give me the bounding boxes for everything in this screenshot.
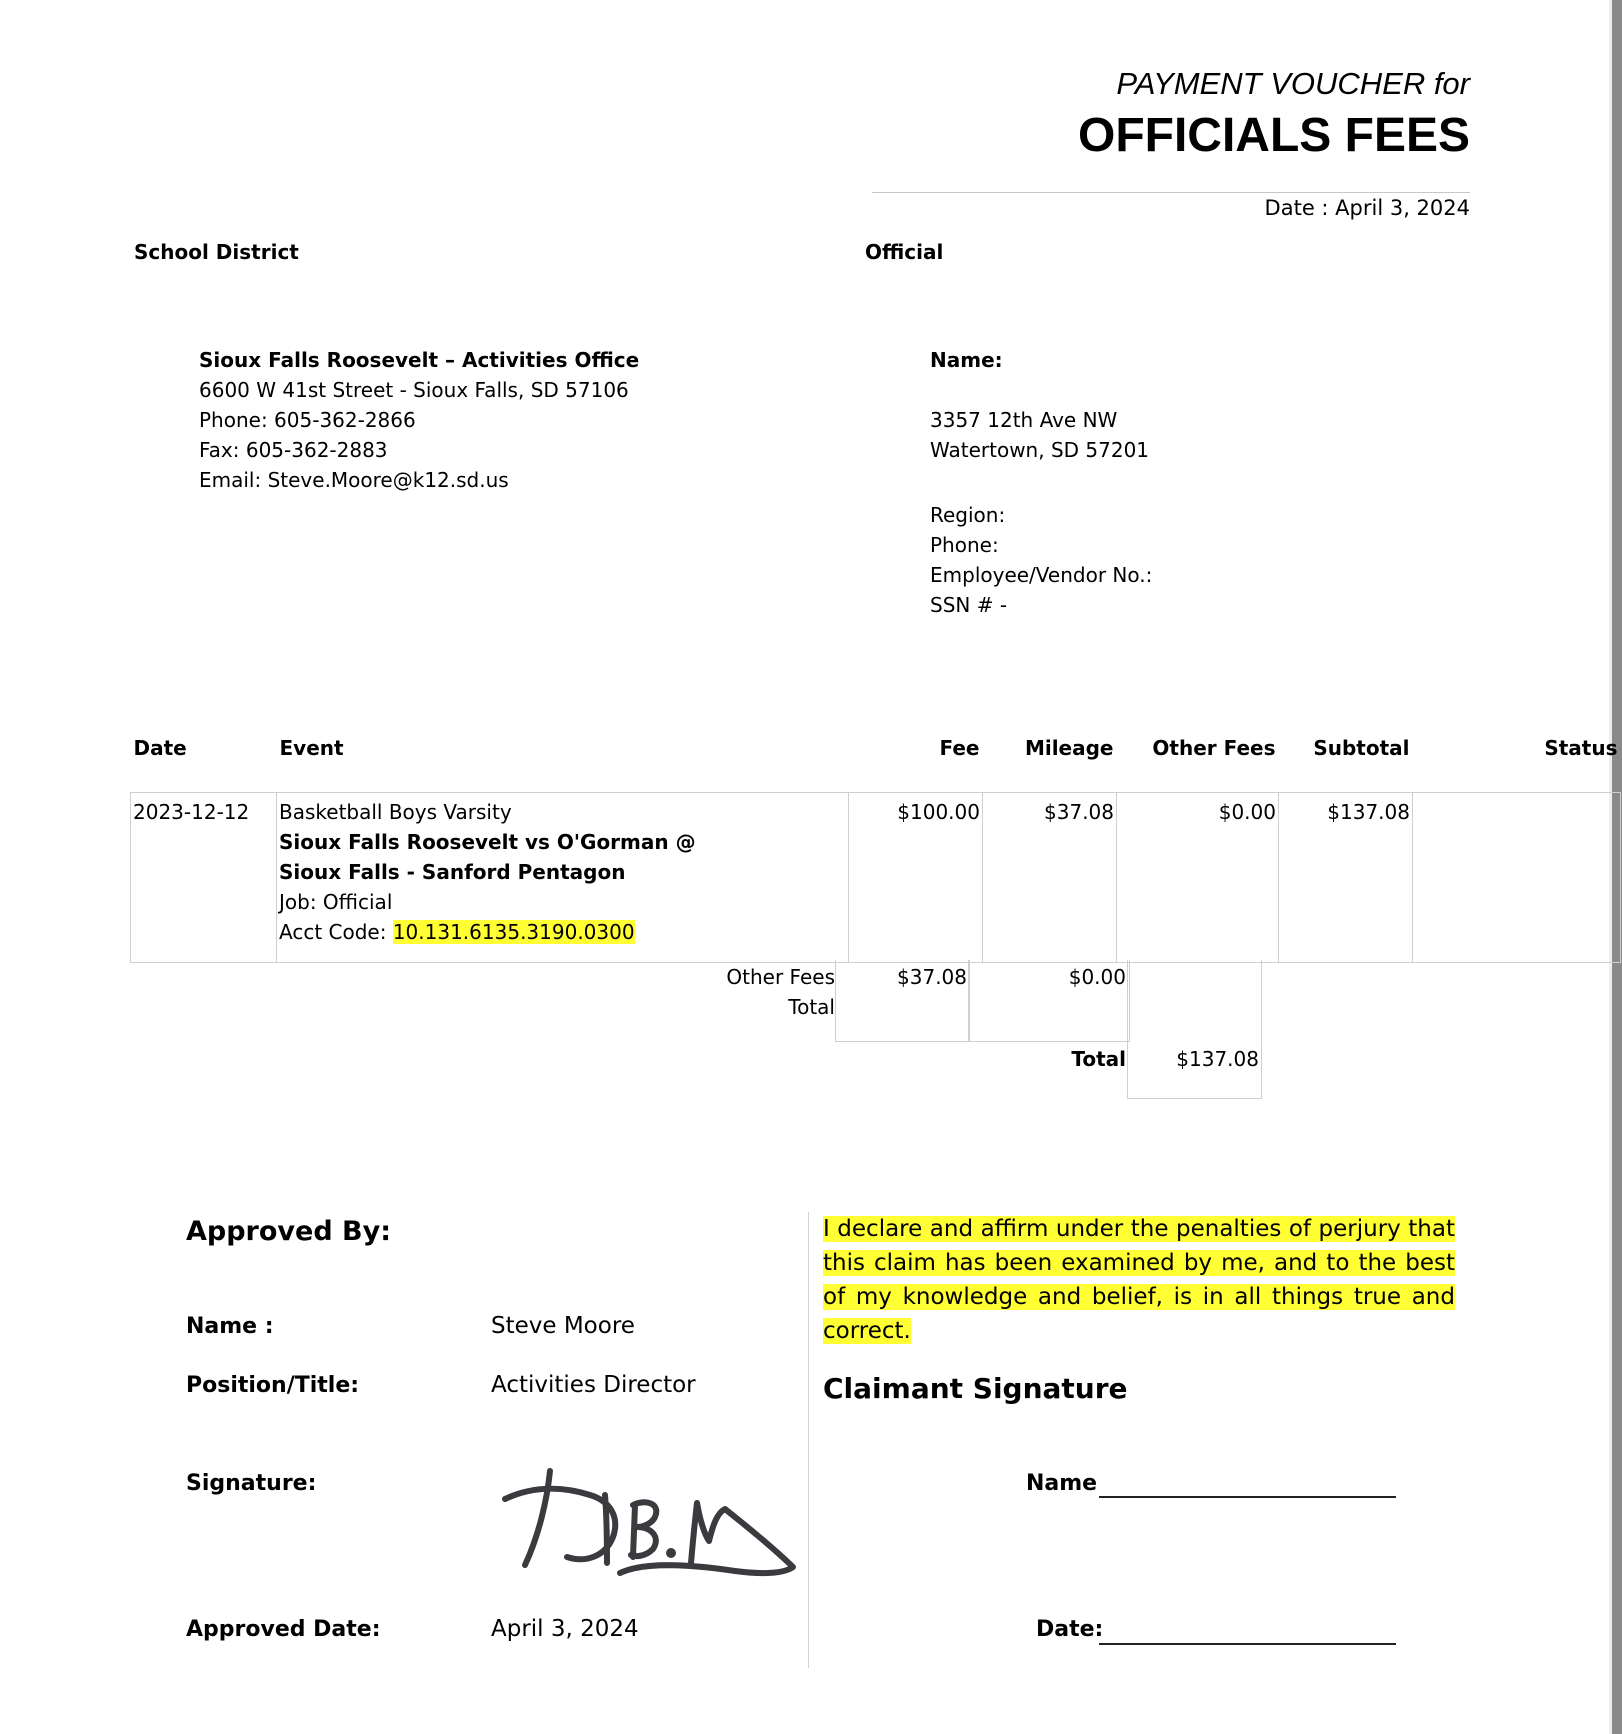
school-district-label: School District	[134, 240, 299, 264]
claimant-date-line[interactable]	[1099, 1643, 1396, 1645]
approver-position-value: Activities Director	[491, 1372, 696, 1398]
approver-name-label: Name :	[186, 1314, 274, 1339]
approved-date-value: April 3, 2024	[491, 1616, 639, 1642]
district-email: Email: Steve.Moore@k12.sd.us	[199, 468, 509, 492]
official-phone: Phone:	[930, 533, 999, 557]
perjury-declaration-text: I declare and affirm under the penalties of perjury that this claim has been examined by me, and to the best of my knowledge and belief, is in all things true and correct.	[823, 1216, 1455, 1344]
col-header-subtotal: Subtotal	[1313, 736, 1410, 760]
row-event	[277, 793, 849, 963]
approver-signature-image	[495, 1465, 805, 1595]
acct-code-label: Acct Code:	[279, 920, 393, 944]
title-divider	[872, 192, 1470, 193]
grand-total-value: $137.08	[1176, 1047, 1259, 1071]
other-fees-total-label	[726, 962, 835, 1022]
table-header-row	[131, 736, 1621, 793]
col-header-other-fees: Other Fees	[1152, 736, 1276, 760]
other-fees-total-other: $0.00	[1068, 965, 1126, 989]
row-mileage: $37.08	[983, 793, 1117, 963]
col-header-date: Date	[133, 736, 187, 760]
col-header-fee: Fee	[939, 736, 980, 760]
voucher-date: Date : April 3, 2024	[1264, 196, 1470, 220]
district-phone: Phone: 605-362-2866	[199, 408, 416, 432]
event-job: Job: Official	[279, 890, 393, 914]
district-name: Sioux Falls Roosevelt – Activities Office	[199, 348, 640, 372]
row-subtotal: $137.08	[1279, 793, 1413, 963]
official-employee-vendor: Employee/Vendor No.:	[930, 563, 1153, 587]
event-acct	[279, 917, 846, 947]
claimant-name-line[interactable]	[1099, 1496, 1396, 1498]
acct-code-value: 10.131.6135.3190.0300	[392, 920, 635, 944]
grand-total-label: Total	[1071, 1047, 1126, 1071]
voucher-title-line2: OFFICIALS FEES	[1077, 109, 1470, 162]
col-header-event: Event	[279, 736, 344, 760]
perjury-declaration	[823, 1212, 1455, 1348]
table-row	[131, 793, 1621, 963]
event-matchup-line1: Sioux Falls Roosevelt vs O'Gorman @	[279, 830, 696, 854]
row-fee: $100.00	[849, 793, 983, 963]
col-header-status: Status	[1544, 736, 1618, 760]
claimant-date-label: Date:	[1036, 1617, 1104, 1642]
row-other-fees: $0.00	[1117, 793, 1279, 963]
approver-name-value: Steve Moore	[491, 1313, 635, 1339]
event-matchup-line2: Sioux Falls - Sanford Pentagon	[279, 860, 626, 884]
approved-by-heading: Approved By:	[186, 1216, 392, 1247]
other-fees-total-label-line2: Total	[788, 995, 835, 1019]
events-table	[130, 736, 1621, 963]
col-header-mileage: Mileage	[1024, 736, 1114, 760]
claimant-name-label: Name	[1026, 1471, 1098, 1496]
row-status	[1413, 793, 1621, 963]
approver-position-label: Position/Title:	[186, 1373, 360, 1398]
district-address: 6600 W 41st Street - Sioux Falls, SD 57106	[199, 378, 629, 402]
approved-date-label: Approved Date:	[186, 1617, 381, 1642]
school-district-info	[199, 345, 639, 495]
section-divider	[808, 1212, 809, 1668]
other-fees-total-mileage: $37.08	[897, 965, 967, 989]
voucher-title-line1: PAYMENT VOUCHER for	[1116, 66, 1470, 101]
official-region: Region:	[930, 503, 1006, 527]
official-address-line1: 3357 12th Ave NW	[930, 408, 1118, 432]
claimant-signature-heading: Claimant Signature	[823, 1372, 1128, 1405]
official-info	[930, 345, 1152, 620]
official-ssn: SSN # -	[930, 593, 1008, 617]
official-address-line2: Watertown, SD 57201	[930, 438, 1150, 462]
other-fees-subtotal-box	[1127, 960, 1262, 1041]
official-name-label: Name:	[930, 348, 1003, 372]
row-date: 2023-12-12	[131, 793, 277, 963]
event-type: Basketball Boys Varsity	[279, 800, 512, 824]
official-label: Official	[865, 240, 944, 264]
other-fees-total-label-line1: Other Fees	[726, 965, 835, 989]
district-fax: Fax: 605-362-2883	[199, 438, 388, 462]
approver-signature-label: Signature:	[186, 1471, 317, 1496]
